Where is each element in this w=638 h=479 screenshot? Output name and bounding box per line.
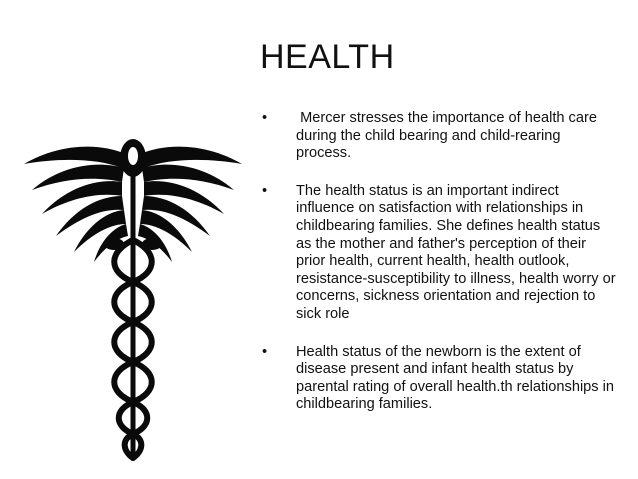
page-title: HEALTH: [260, 38, 395, 76]
bullet-icon: •: [262, 182, 268, 199]
bullet-list: [256, 110, 616, 414]
bullet-icon: •: [262, 343, 268, 360]
list-item: [256, 183, 616, 324]
bullet-text: Health status of the newborn is the extent of disease present and infant health status by parental rating of overall health.th relationships in childbearing families.: [296, 343, 615, 413]
bullet-icon: •: [262, 110, 268, 126]
list-item: [256, 110, 616, 163]
bullet-text: The health status is an important indirect influence on satisfaction with relationships in childbearing families. She defines health status as the mother and father's perception of their prior health, current health, health outlook, resistance-susceptibility to illness, health worry or concerns, sickness orientation and rejection to sick role: [296, 182, 616, 322]
bullet-text: Mercer stresses the importance of health care during the child bearing and child-rearing process.: [296, 110, 601, 162]
caduceus-icon: [18, 112, 248, 464]
list-item: [256, 344, 616, 414]
